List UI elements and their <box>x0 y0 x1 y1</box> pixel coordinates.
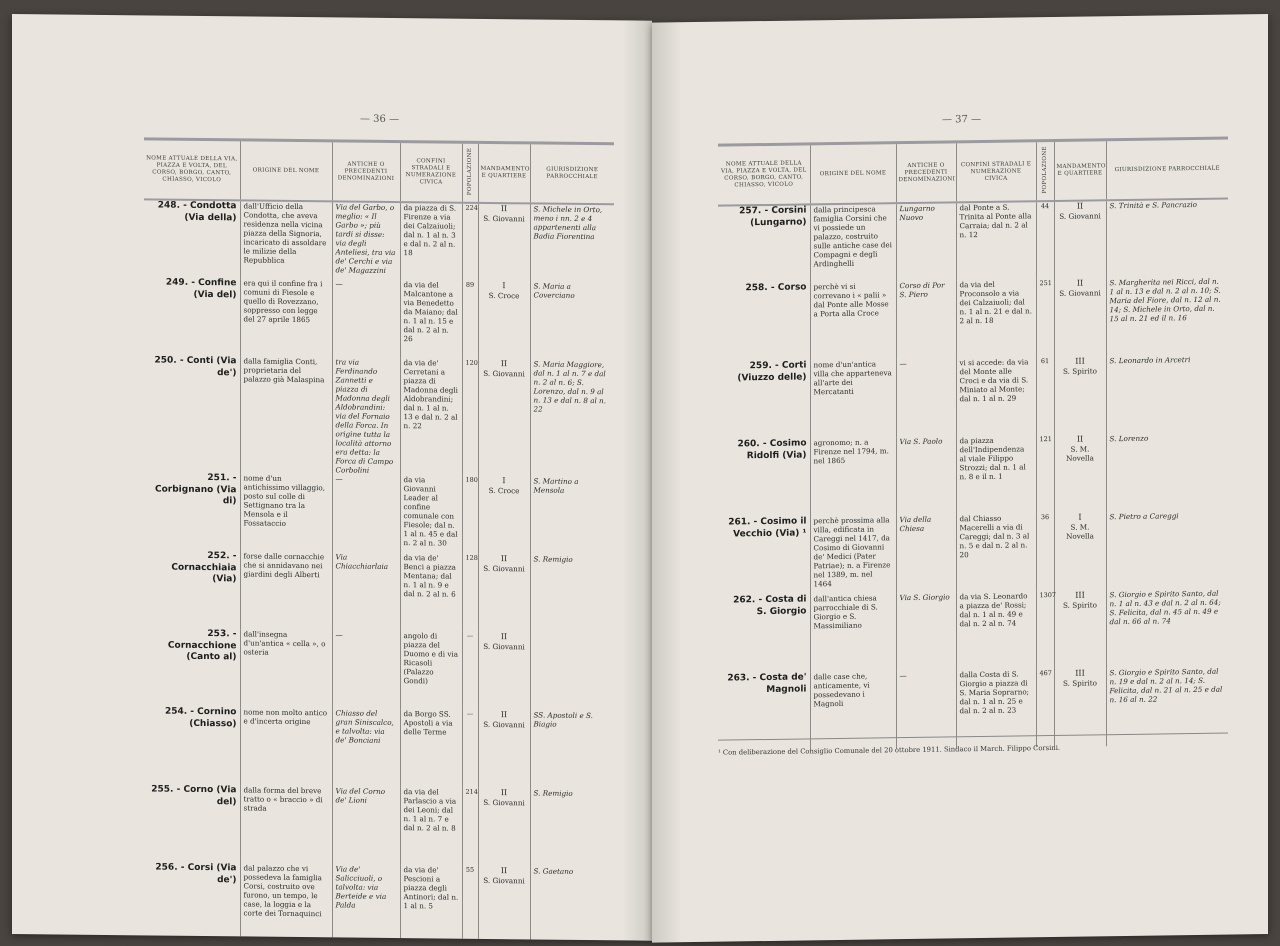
parish-cell: S. Remigio <box>530 555 614 634</box>
table-row <box>718 433 1228 518</box>
street-name-cell: 260. - Cosimo Ridolfi (Via) <box>737 438 807 461</box>
origin-cell: dall'Ufficio della Condotta, che aveva residenza nella vicina piazza della Signoria, incaricato di assoldare le milizie della Repubblica <box>240 201 332 280</box>
origin-cell: nome d'un'antica villa che apparteneva all'arte dei Mercatanti <box>810 360 896 439</box>
previous-names-cell: Chiasso del gran Siniscalco, e talvolta: via de' Bonciani <box>332 709 400 788</box>
district-cell <box>478 788 530 867</box>
street-name-cell: 255. - Corno (Via del) <box>151 784 237 808</box>
district-number: II <box>1076 201 1084 212</box>
boundaries-cell: da via de' Cerretani a piazza di Madonna degli Aldobrandini; dal n. 1 al n. 13 e dal n. 2 al n. 22 <box>400 358 462 476</box>
district-name: S. Giovanni <box>483 564 525 574</box>
table-row <box>144 785 614 868</box>
header-boundaries: CONFINI STRADALI E NUMERAZIONE CIVICA <box>400 142 462 204</box>
header-boundaries: CONFINI STRADALI E NUMERAZIONE CIVICA <box>956 141 1036 203</box>
district-name: S. Giovanni <box>483 798 525 808</box>
street-name-cell: 251. - Corbignano (Via di) <box>155 473 237 507</box>
district-cell <box>478 281 530 360</box>
table-row <box>144 551 614 634</box>
district-name: S. Spirito <box>1062 600 1097 611</box>
table-row <box>144 863 614 941</box>
district-cell <box>478 554 530 633</box>
parish-cell: S. Pietro a Careggi <box>1106 511 1228 591</box>
previous-names-cell: Corso di Por S. Piero <box>896 281 956 360</box>
district-name: S. Giovanni <box>1059 288 1101 299</box>
street-name-cell: 250. - Conti (Via de') <box>154 355 237 379</box>
district-name: S. Croce <box>488 486 520 496</box>
header-previous: ANTICHE O PRECEDENTI DENOMINAZIONI <box>332 141 400 203</box>
previous-names-cell: Via Chiacchiarlaia <box>332 553 400 632</box>
parish-cell: S. Giorgio e Spirito Santo, dal n. 19 e dal n. 2 al n. 14; S. Felicita, dal n. 21 al n. 25 e dal n. 16 al n. 22 <box>1106 667 1228 747</box>
table-row <box>144 707 614 790</box>
previous-names-cell: Via S. Paolo <box>896 437 956 516</box>
parish-cell: S. Giorgio e Spirito Santo, dal n. 1 al n. 43 e dal n. 2 al n. 64; S. Felicita, dal n. 45 al n. 49 e dal n. 66 al n. 74 <box>1106 589 1228 669</box>
district-number: I <box>502 476 506 486</box>
parish-cell: S. Gaetano <box>530 867 614 941</box>
parish-cell: S. Trinità e S. Pancrazio <box>1106 199 1228 279</box>
boundaries-cell: da via de' Pescioni a piazza degli Antinori; dal n. 1 al n. 5 <box>400 865 462 940</box>
header-origin: ORIGINE DEL NOME <box>240 140 332 202</box>
district-name: S. Giovanni <box>483 642 525 652</box>
boundaries-cell: da via del Proconsolo a via dei Calzaiuoli; dal n. 1 al n. 21 e dal n. 2 al n. 18 <box>956 280 1036 359</box>
parish-cell: SS. Apostoli e S. Biagio <box>530 711 614 790</box>
table-row <box>718 511 1228 596</box>
boundaries-cell: da via de' Benci a piazza Mentana; dal n. 1 al n. 9 e dal n. 2 al n. 6 <box>400 553 462 632</box>
district-number: II <box>500 554 508 564</box>
table-row <box>144 200 614 283</box>
district-cell <box>478 476 530 555</box>
district-number: II <box>1076 434 1084 445</box>
district-name: S. Spirito <box>1062 678 1097 689</box>
boundaries-cell: da via del Parlascio a via dei Leoni; dal n. 1 al n. 7 e dal n. 2 al n. 8 <box>400 787 462 866</box>
origin-cell: nome d'un antichissimo villaggio, posto sul colle di Settignano tra la Mensola e il Fossataccio <box>240 474 332 553</box>
parish-cell: S. Michele in Orto, meno i nn. 2 e 4 appartenenti alla Badia Fiorentina <box>530 204 614 283</box>
population-cell: 251 <box>1036 279 1054 357</box>
street-name-cell: 249. - Confine (Via del) <box>165 278 237 301</box>
street-register-table <box>144 137 614 940</box>
district-number: II <box>500 788 508 798</box>
district-number: II <box>500 204 508 214</box>
district-cell <box>478 359 530 477</box>
population-cell: 224 <box>462 203 478 281</box>
boundaries-cell: da via del Malcantone a via Benedetto da Maiano; dal n. 1 al n. 15 e dal n. 2 al n. 26 <box>400 280 462 359</box>
street-name-cell: 257. - Corsini (Lungarno) <box>739 205 807 228</box>
origin-cell: dalla forma del breve tratto o « braccio » di strada <box>240 786 332 865</box>
origin-cell: dall'insegna d'un'antica « cella », o osteria <box>240 630 332 709</box>
footnote-text: ¹ Con deliberazione del Consiglio Comunale del 20 ottobre 1911. Sindaco il March. Filippo Corsini. <box>718 743 1061 757</box>
district-cell <box>1054 357 1106 436</box>
origin-cell: dalla famiglia Conti, proprietaria del palazzo già Malaspina <box>240 357 332 475</box>
parish-cell: S. Martino a Mensola <box>530 477 614 556</box>
table-row <box>144 356 614 478</box>
population-cell: 44 <box>1036 201 1054 279</box>
header-name: NOME ATTUALE DELLA VIA, PIAZZA E VOLTA, DEL CORSO, BORGO, CANTO, CHIASSO, VICOLO <box>144 139 240 201</box>
district-cell <box>478 632 530 711</box>
population-cell: — <box>462 710 478 788</box>
district-name: S. M. Novella <box>1066 444 1094 464</box>
book-spread <box>12 14 1268 934</box>
previous-names-cell: — <box>896 671 956 750</box>
district-name: S. Giovanni <box>483 720 525 730</box>
population-cell: 128 <box>462 554 478 632</box>
district-number: III <box>1075 590 1085 601</box>
district-name: S. Giovanni <box>1059 211 1101 222</box>
table-header-row <box>718 138 1228 206</box>
page-number: — 37 — <box>942 114 982 126</box>
district-name: S. M. Novella <box>1066 522 1094 542</box>
district-number: III <box>1075 356 1085 367</box>
previous-names-cell: Via de' Salicciuoli, o talvolta: via Berteide e via Palda <box>332 865 400 941</box>
boundaries-cell: da via Giovanni Leader al confine comunale con Fiesole; dal n. 1 al n. 45 e dal n. 2 al n. 30 <box>400 475 462 554</box>
right-page <box>652 14 1268 943</box>
origin-cell: dal palazzo che vi possedeva la famiglia Corsi, costruito ove furono, un tempo, le case, la loggia e la corte dei Tornaquinci <box>240 864 332 941</box>
boundaries-cell: da piazza dell'Indipendenza al viale Filippo Strozzi; dal n. 1 al n. 8 e il n. 1 <box>956 436 1036 515</box>
population-cell: 36 <box>1036 513 1054 591</box>
district-name: S. Giovanni <box>483 876 525 886</box>
population-cell: 61 <box>1036 357 1054 435</box>
district-cell <box>1054 279 1106 358</box>
previous-names-cell: Via S. Giorgio <box>896 593 956 672</box>
previous-names-cell: Via del Garbo, o meglio: « Il Garbo »; più tardi si disse: via degli Anteliesi, tra via de' Cerchi e via de' Magazzini <box>332 202 400 281</box>
district-name: S. Croce <box>488 291 520 301</box>
boundaries-cell: dalla Costa di S. Giorgio a piazza di S. Maria Soprarno; dal n. 1 al n. 25 e dal n. 2 al n. 23 <box>956 670 1036 749</box>
parish-cell: S. Lorenzo <box>1106 433 1228 513</box>
boundaries-cell: dal Chiasso Macerelli a via di Careggi; dal n. 3 al n. 5 e dal n. 2 al n. 20 <box>956 514 1036 593</box>
population-cell: 89 <box>462 281 478 359</box>
origin-cell: nome non molto antico e d'incerta origine <box>240 708 332 787</box>
district-number: I <box>1078 513 1082 523</box>
table-row <box>718 199 1228 284</box>
origin-cell: perchè prossima alla villa, edificata in Careggi nel 1417, da Cosimo di Giovanni de' Medici (Pater Patriae); n. a Firenze nel 1389, m. nel 1464 <box>810 516 896 595</box>
population-cell: — <box>462 632 478 710</box>
origin-cell: era qui il confine fra i comuni di Fiesole e quello di Rovezzano, soppresso con legge del 27 aprile 1865 <box>240 279 332 358</box>
table-row <box>718 355 1228 440</box>
header-district: MANDAMENTO E QUARTIERE <box>1054 140 1106 202</box>
boundaries-cell: dal Ponte a S. Trinita al Ponte alla Carraia; dal n. 2 al n. 12 <box>956 202 1036 281</box>
previous-names-cell: — <box>332 475 400 554</box>
boundaries-cell: da Borgo SS. Apostoli a via delle Terme <box>400 709 462 788</box>
table-row <box>144 473 614 556</box>
header-name: NOME ATTUALE DELLA VIA, PIAZZA E VOLTA, DEL CORSO, BORGO, CANTO, CHIASSO, VICOLO <box>718 144 810 206</box>
population-cell: 55 <box>462 866 478 941</box>
street-name-cell: 263. - Costa de' Magnoli <box>727 672 807 695</box>
parish-cell: S. Remigio <box>530 789 614 868</box>
population-cell: 120 <box>462 359 478 476</box>
previous-names-cell: — <box>896 359 956 438</box>
population-cell: 121 <box>1036 435 1054 513</box>
street-name-cell: 256. - Corsi (Via de') <box>155 862 237 886</box>
previous-names-cell: Via del Corno de' Lioni <box>332 787 400 866</box>
district-cell <box>1054 201 1106 280</box>
parish-cell: S. Maria a Coverciano <box>530 282 614 361</box>
origin-cell: dall'antica chiesa parrocchiale di S. Giorgio e S. Massimiliano <box>810 594 896 673</box>
header-population: POPOLAZIONE <box>462 142 478 203</box>
district-number: II <box>500 632 508 642</box>
previous-names-cell: — <box>332 280 400 359</box>
district-number: III <box>1075 668 1085 679</box>
street-name-cell: 253. - Cornacchione (Canto al) <box>167 629 237 663</box>
population-cell: 180 <box>462 476 478 554</box>
previous-names-cell: — <box>332 631 400 710</box>
district-number: I <box>502 281 506 291</box>
parish-cell <box>530 633 614 712</box>
population-cell: 467 <box>1036 669 1054 747</box>
district-cell <box>1054 435 1106 514</box>
parish-cell: S. Maria Maggiore, dal n. 1 al n. 7 e dal n. 2 al n. 6; S. Lorenzo, dal n. 9 al n. 13 e dal n. 8 al n. 22 <box>530 360 614 478</box>
boundaries-cell: angolo di piazza del Duomo e di via Ricasoli (Palazzo Gondi) <box>400 631 462 710</box>
district-number: II <box>500 359 508 369</box>
origin-cell: dalle case che, anticamente, vi possedevano i Magnoli <box>810 672 896 751</box>
street-name-cell: 252. - Cornacchiaia (Via) <box>171 551 237 585</box>
district-name: S. Giovanni <box>483 214 525 224</box>
street-name-cell: 262. - Costa di S. Giorgio <box>733 594 807 617</box>
table-row <box>144 278 614 361</box>
header-parish: GIURISDIZIONE PARROCCHIALE <box>1106 138 1228 201</box>
origin-cell: agronomo; n. a Firenze nel 1794, m. nel 1865 <box>810 438 896 517</box>
district-number: II <box>500 710 508 720</box>
district-cell <box>478 710 530 789</box>
district-number: II <box>1076 278 1084 289</box>
header-origin: ORIGINE DEL NOME <box>810 143 896 205</box>
street-register-table <box>718 137 1228 753</box>
header-parish: GIURISDIZIONE PARROCCHIALE <box>530 143 614 205</box>
street-name-cell: 259. - Corti (Viuzzo delle) <box>737 360 807 384</box>
origin-cell: perchè vi si correvano i « palii » dal Ponte alle Mosse a Porta alla Croce <box>810 282 896 361</box>
district-number: II <box>500 866 508 876</box>
district-cell <box>1054 591 1106 670</box>
population-cell: 1307 <box>1036 591 1054 669</box>
parish-cell: S. Margherita nei Ricci, dal n. 1 al n. 13 e dal n. 2 al n. 10; S. Maria del Fiore, dal n. 12 al n. 14; S. Michele in Orto, dal n. 15 al n. 21 ed il n. 16 <box>1106 277 1228 357</box>
previous-names-cell: tra via Ferdinando Zannetti e piazza di Madonna degli Aldobrandini: via del Fornaio della Forca. In origine tutta la località attorno era detta: la Forca di Campo Corbolini <box>332 358 400 476</box>
previous-names-cell: Lungarno Nuovo <box>896 203 956 282</box>
population-cell: 214 <box>462 788 478 866</box>
origin-cell: forse dalle cornacchie che si annidavano nei giardini degli Alberti <box>240 552 332 631</box>
boundaries-cell: da piazza di S. Firenze a via dei Calzaiuoli; dal n. 1 al n. 3 e dal n. 2 al n. 18 <box>400 202 462 281</box>
district-cell <box>478 866 530 940</box>
table-row <box>718 589 1228 674</box>
header-district: MANDAMENTO E QUARTIERE <box>478 142 530 203</box>
street-name-cell: 254. - Cornino (Chiasso) <box>164 707 237 730</box>
street-name-cell: 258. - Corso <box>745 282 807 294</box>
table-header-row <box>144 139 614 205</box>
street-name-cell: 248. - Condotta (Via della) <box>157 200 237 224</box>
district-cell <box>1054 513 1106 592</box>
district-name: S. Giovanni <box>483 369 525 379</box>
page-number: — 36 — <box>360 113 400 126</box>
header-previous: ANTICHE O PRECEDENTI DENOMINAZIONI <box>896 142 956 204</box>
district-cell <box>478 203 530 282</box>
boundaries-cell: da via S. Leonardo a piazza de' Rossi; dal n. 1 al n. 49 e dal n. 2 al n. 74 <box>956 592 1036 671</box>
parish-cell: S. Leonardo in Arcetri <box>1106 355 1228 435</box>
header-population: POPOLAZIONE <box>1036 140 1054 201</box>
origin-cell: dalla principesca famiglia Corsini che vi possiede un palazzo, costruito sulle antiche case dei Compagni e degli Ardinghelli <box>810 204 896 283</box>
district-name: S. Spirito <box>1062 366 1097 377</box>
table-row <box>144 629 614 712</box>
table-row <box>718 277 1228 362</box>
boundaries-cell: vi si accede: da via del Monte alle Croci e da via di S. Miniato al Monte; dal n. 1 al n. 29 <box>956 358 1036 437</box>
street-name-cell: 261. - Cosimo il Vecchio (Via) ¹ <box>728 516 807 540</box>
left-page <box>12 14 652 941</box>
previous-names-cell: Via della Chiesa <box>896 515 956 594</box>
